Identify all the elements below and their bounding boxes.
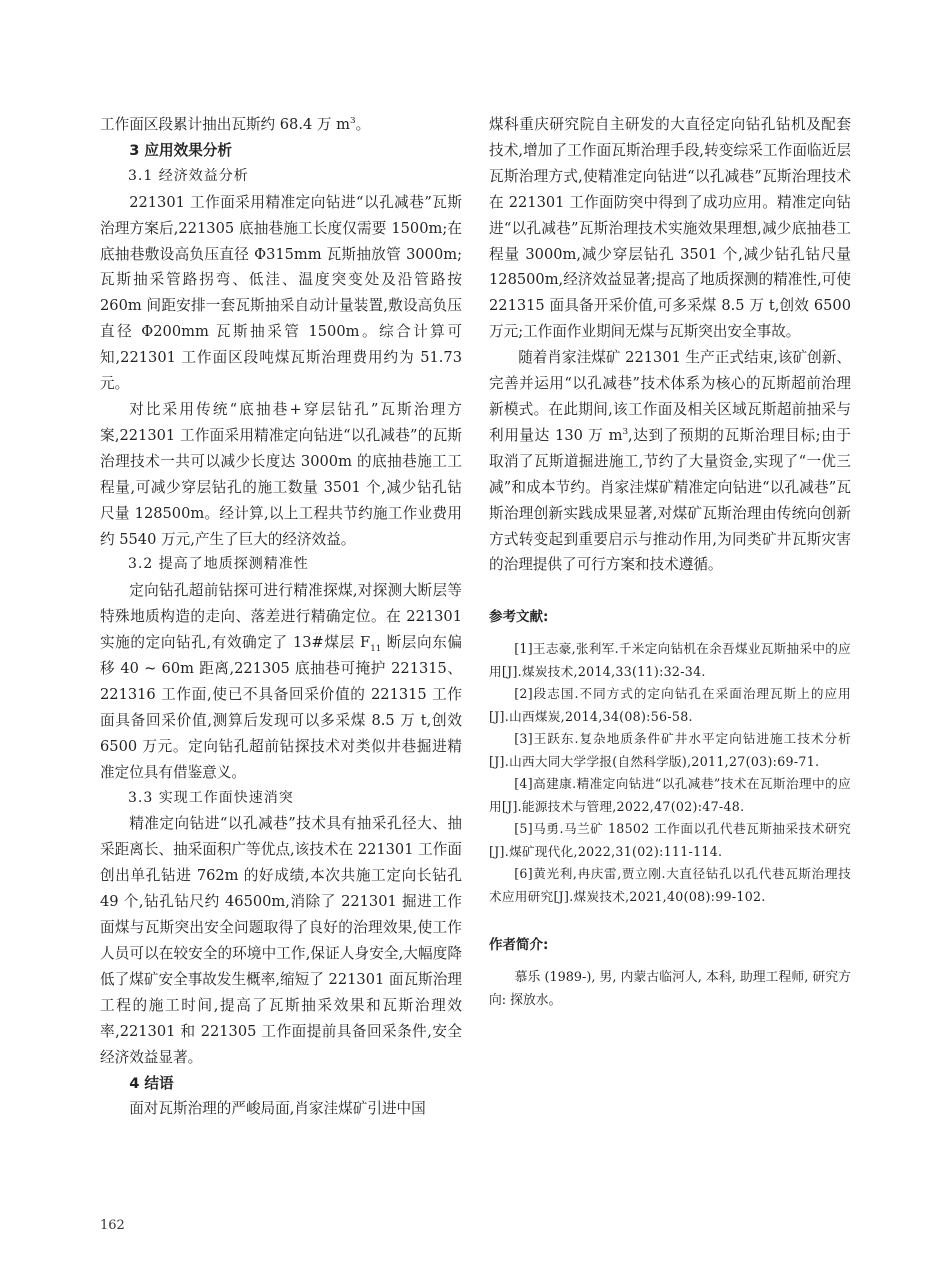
reference-item: [3]王跃东.复杂地质条件矿井水平定向钻进施工技术分析[J].山西大同大学学报(自然科学版),2011,27(03):69-71. bbox=[489, 731, 851, 769]
section-3-1-paragraph-2: 对比采用传统“底抽巷+穿层钻孔”瓦斯治理方案,221301 工作面采用精准定向钻进“以孔减巷”的瓦斯治理技术一共可以减少长度达 3000m 的底抽巷施工工程量,可减少穿层钻孔的施工数量 3501 个,减少钻孔钻尺量 128500m。经计算,以上工程共节约施工作业费用约 5540 万元,产生了巨大的经济效益。 bbox=[100, 400, 462, 548]
right-column bbox=[489, 112, 851, 1012]
author-heading: 作者简介: bbox=[489, 937, 549, 954]
page-number: 162 bbox=[100, 1218, 125, 1233]
reference-item: [6]黄光利,冉庆雷,贾立刚.大直径钻孔以孔代巷瓦斯治理技术应用研究[J].煤炭技术,2021,40(08):99-102. bbox=[489, 866, 851, 904]
references-heading: 参考文献: bbox=[489, 609, 549, 626]
section-3-1-heading: 3.1 经济效益分析 bbox=[128, 167, 249, 184]
reference-item: [1]王志豪,张利军.千米定向钻机在余吾煤业瓦斯抽采中的应用[J].煤炭技术,2014,33(11):32-34. bbox=[489, 641, 851, 679]
reference-item: [5]马勇.马兰矿 18502 工作面以孔代巷瓦斯抽采技术研究[J].煤矿现代化,2022,31(02):111-114. bbox=[489, 821, 851, 859]
intro-line: 工作面区段累计抽出瓦斯约 68.4 万 $m^3$。 bbox=[100, 116, 371, 133]
left-column bbox=[100, 112, 462, 1122]
section-4-paragraph-1-continued: 煤科重庆研究院自主研发的大直径定向钻孔钻机及配套技术,增加了工作面瓦斯治理手段,转变综采工作面临近层瓦斯治理方式,使精准定向钻进“以孔减巷”瓦斯治理技术在 221301 工作面防突中得到了成功应用。精准定向钻进“以孔减巷”瓦斯治理技术实施效果理想,减少底抽巷工程量 3000m,减少穿层钻孔 3501 个,减少钻孔钻尺量 128500m,经济效益显著;提高了地质探测的精准性,可使 221315 面具备开采价值,可多采煤 8.5 万 t,创效 6500 万元;工作面作业期间无煤与瓦斯突出安全事故。 bbox=[489, 116, 851, 341]
reference-item: [4]高建康.精准定向钻进“以孔减巷”技术在瓦斯治理中的应用[J].能源技术与管理,2022,47(02):47-48. bbox=[489, 776, 851, 814]
section-3-2-paragraph: 定向钻孔超前钻探可进行精准探煤,对探测大断层等特殊地质构造的走向、落差进行精确定位。在 221301 实施的定向钻孔,有效确定了 13#煤层 $F_{11}$ 断层向东偏移 40 ~ 60m 距离,221305 底抽巷可掩护 221315、221316 工作面,使已不具备回采价值的 221315 工作面具备回采价值,测算后发现可以多采煤 8.5 万 t,创效 6500 万元。定向钻孔超前钻探技术对类似井巷掘进精准定位具有借鉴意义。 bbox=[100, 582, 463, 781]
author-bio: 慕乐 (1989-), 男, 内蒙古临河人, 本科, 助理工程师, 研究方向: 探放水。 bbox=[489, 970, 851, 1009]
section-3-heading: 3 应用效果分析 bbox=[129, 141, 232, 159]
section-3-3-heading: 3.3 实现工作面快速消突 bbox=[128, 789, 294, 806]
section-4-paragraph-2: 随着肖家洼煤矿 221301 生产正式结束,该矿创新、完善并运用“以孔减巷”技术体系为核心的瓦斯超前治理新模式。在此期间,该工作面及相关区域瓦斯超前抽采与利用量达 130 万 $m^3$,达到了预期的瓦斯治理目标;由于取消了瓦斯道掘进施工,节约了大量资金,实现了“一优三减”和成本节约。肖家洼煤矿精准定向钻进“以孔减巷”瓦斯治理创新实践成果显著,对煤矿瓦斯治理由传统向创新方式转变起到重要启示与推动作用,为同类矿井瓦斯灾害的治理提供了可行方案和技术遵循。 bbox=[489, 349, 851, 574]
section-3-3-paragraph: 精准定向钻进“以孔减巷”技术具有抽采孔径大、抽采距离长、抽采面积广等优点,该技术在 221301 工作面创出单孔钻进 762m 的好成绩,本次共施工定向长钻孔 49 个,钻孔钻尺约 46500m,消除了 221301 掘进工作面煤与瓦斯突出安全问题取得了良好的治理效果,使工作人员可以在较安全的环境中工作,保证人身安全,大幅度降低了煤矿安全事故发生概率,缩短了 221301 面瓦斯治理工程的施工时间,提高了瓦斯抽采效果和瓦斯治理效率,221301 和 221305 工作面提前具备回采条件,安全经济效益显著。 bbox=[100, 815, 462, 1066]
reference-item: [2]段志国.不同方式的定向钻孔在采面治理瓦斯上的应用[J].山西煤炭,2014,34(08):56-58. bbox=[489, 686, 851, 724]
section-3-1-paragraph-1: 221301 工作面采用精准定向钻进“以孔减巷”瓦斯治理方案后,221305 底抽巷施工长度仅需要 1500m;在底抽巷敷设高负压直径 Φ315mm 瓦斯抽放管 3000m;瓦斯抽采管路拐弯、低洼、温度突变处及沿管路按 260m 间距安排一套瓦斯抽采自动计量装置,敷设高负压直径 Φ200mm 瓦斯抽采管 1500m。综合计算可知,221301 工作面区段吨煤瓦斯治理费用约为 51.73 元。 bbox=[100, 193, 462, 393]
section-4-heading: 4 结语 bbox=[129, 1074, 174, 1092]
section-3-2-heading: 3.2 提高了地质探测精准性 bbox=[128, 556, 309, 573]
section-4-paragraph-1-start: 面对瓦斯治理的严峻局面,肖家洼煤矿引进中国 bbox=[129, 1100, 426, 1118]
